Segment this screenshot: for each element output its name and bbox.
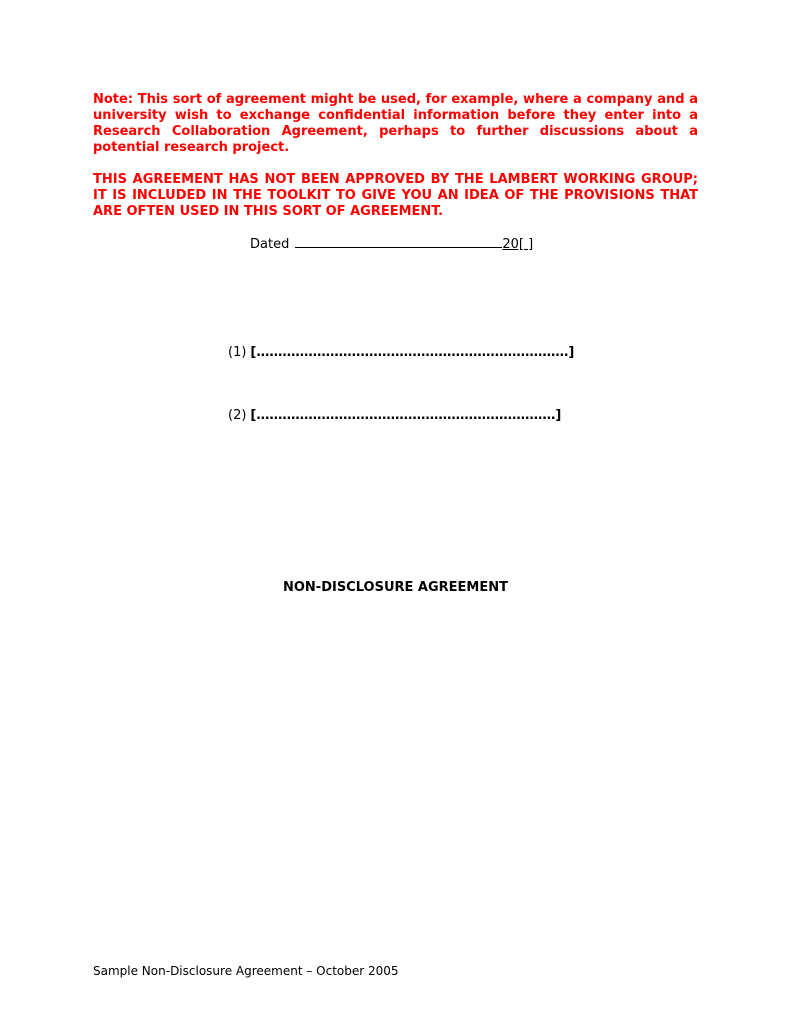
approval-warning: THIS AGREEMENT HAS NOT BEEN APPROVED BY THE LAMBERT WORKING GROUP; IT IS INCLUDED IN THE TOOLKIT TO GIVE YOU AN IDEA OF THE PROVISIONS THAT ARE OFTEN USED IN THIS SORT OF AGREEMENT.	[93, 172, 698, 219]
agreement-title: NON-DISCLOSURE AGREEMENT	[282, 580, 508, 595]
party-2-number: (2)	[228, 408, 247, 423]
party-2-placeholder: [……………………………………………………………]	[250, 408, 562, 423]
dated-year: 20[ ]	[502, 237, 534, 252]
party-1	[228, 345, 574, 361]
party-2	[228, 408, 561, 424]
page-footer: Sample Non-Disclosure Agreement – October 2005	[93, 964, 399, 978]
party-1-placeholder: [………………………………………………………………]	[250, 345, 575, 360]
date-blank	[295, 234, 502, 248]
dated-label: Dated	[250, 237, 290, 252]
party-1-number: (1)	[228, 345, 247, 360]
guidance-note: Note: This sort of agreement might be used, for example, where a company and a university wish to exchange confidential information before they enter into a Research Collaboration Agreement, perhaps to further discussions about a potential research project.	[93, 92, 698, 155]
dated-line	[250, 234, 533, 253]
